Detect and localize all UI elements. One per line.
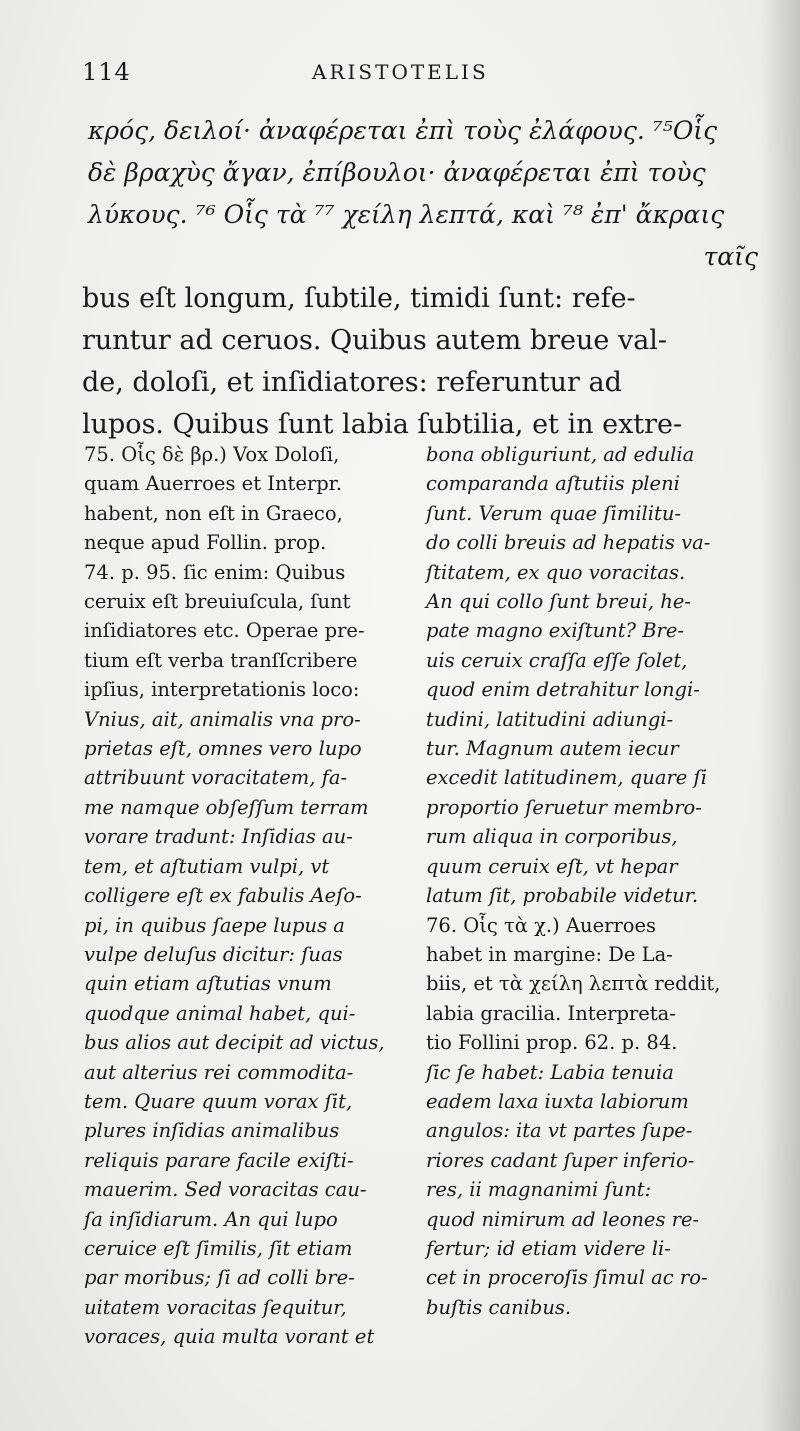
note-line: quum ceruix eſt, vt hepar [426, 854, 678, 878]
note-line: angulos: ita vt partes ſupe- [426, 1119, 693, 1143]
note-line: Vnius, ait, animalis vna pro- [84, 707, 361, 731]
note-line: quodque animal habet, qui- [84, 1001, 356, 1025]
note-line: quam Auerroes et Interpr. [84, 472, 343, 496]
note-line: reliquis parare facile exiſti- [84, 1148, 354, 1172]
page-edge-shadow [760, 0, 800, 1431]
note-line: riores cadant ſuper inferio- [426, 1148, 695, 1172]
note-line: excedit latitudinem, quare ſi [426, 766, 707, 790]
latin-line: lupos. Quibus ſunt labia ſubtilia, et in extre- [82, 409, 683, 440]
note-line: bus alios aut decipit ad victus, [84, 1031, 385, 1055]
note-line: aut alterius rei commodita- [84, 1060, 354, 1084]
latin-line: de, doloſi, et inſidiatores: referuntur ad [82, 367, 622, 398]
note-line: habent, non eſt in Graeco, [84, 501, 343, 525]
note-line: 75. Οἷς δὲ βρ.) Vox Doloſi, [84, 443, 340, 466]
latin-text-block [82, 278, 742, 446]
note-line: buſtis canibus. [426, 1295, 572, 1319]
note-line: ſtitatem, ex quo voracitas. [426, 560, 686, 584]
note-line: habet in margine: De La- [426, 942, 673, 966]
note-line: quod nimirum ad leones re- [426, 1207, 700, 1231]
note-line: do colli breuis ad hepatis va- [426, 531, 711, 555]
note-line: An qui collo ſunt breui, he- [426, 590, 691, 614]
note-line: mauerim. Sed voracitas cau- [84, 1178, 367, 1202]
note-line: tem, et aſtutiam vulpi, vt [84, 854, 330, 878]
greek-line: δὲ βραχὺς ἄγαν, ἐπίβουλοι· ἀναφέρεται ἐπὶ τοὺς [88, 158, 706, 187]
note-line: tio Follini prop. 62. p. 84. [426, 1031, 678, 1055]
note-line: me namque obſeſſum terram [84, 795, 369, 819]
note-line: ipſius, interpretationis loco: [84, 678, 360, 702]
running-head: ARISTOTELIS [312, 60, 489, 84]
note-line: ceruice eſt ſimilis, ſit etiam [84, 1236, 353, 1260]
note-line: uis ceruix craſſa eſſe ſolet, [426, 648, 688, 672]
note-line: voraces, quia multa vorant et [84, 1325, 375, 1349]
greek-line: κρός, δειλοί· ἀναφέρεται ἐπὶ τοὺς ἐλάφους. ⁷⁵Οἷς [88, 116, 718, 145]
note-line: ceruix eſt breuiuſcula, ſunt [84, 590, 351, 614]
note-line: biis, et τὰ χείλη λεπτὰ reddit, [426, 972, 721, 996]
note-line: neque apud Follin. prop. [84, 531, 327, 555]
note-line: bona obliguriunt, ad edulia [426, 443, 695, 466]
greek-text-block [88, 110, 758, 278]
note-line: 74. p. 95. ſic enim: Quibus [84, 560, 346, 584]
note-line: comparanda aſtutiis pleni [426, 472, 680, 496]
note-line: pi, in quibus ſaepe lupus a [84, 913, 345, 937]
greek-catchword: ταῖς [703, 242, 758, 271]
note-line: cet in proceroſis ſimul ac ro- [426, 1266, 708, 1290]
note-line: labia gracilia. Interpreta- [426, 1001, 676, 1025]
note-line: tur. Magnum autem iecur [426, 737, 679, 761]
note-line: uitatem voracitas ſequitur, [84, 1295, 347, 1319]
note-line: proportio ſeruetur membro- [426, 795, 702, 819]
note-line: tium eſt verba tranſſcribere [84, 648, 358, 672]
note-line: vorare tradunt: Inſidias au- [84, 825, 353, 849]
note-line: inſidiatores etc. Operae pre- [84, 619, 365, 643]
note-line: fertur; id etiam videre li- [426, 1236, 671, 1260]
note-line: quod enim detrahitur longi- [426, 678, 700, 702]
note-line: tem. Quare quum vorax ſit, [84, 1089, 353, 1113]
note-line: 76. Οἷς τὰ χ.) Auerroes [426, 913, 657, 937]
notes-right-column [426, 440, 738, 1322]
note-line: rum aliqua in corporibus, [426, 825, 678, 849]
note-line: quin etiam aſtutias vnum [84, 972, 332, 996]
page-header [82, 58, 722, 88]
note-line: plures inſidias animalibus [84, 1119, 340, 1143]
note-line: eadem laxa iuxta labiorum [426, 1089, 689, 1113]
note-line: attribuunt voracitatem, fa- [84, 766, 348, 790]
page-number: 114 [82, 58, 131, 86]
notes-left-column [84, 440, 396, 1352]
note-line: prietas eſt, omnes vero lupo [84, 737, 362, 761]
note-line: colligere eſt ex fabulis Aeſo- [84, 884, 362, 908]
note-line: res, ii magnanimi ſunt: [426, 1178, 652, 1202]
latin-line: runtur ad ceruos. Quibus autem breue val- [82, 325, 668, 356]
note-line: par moribus; ſi ad colli bre- [84, 1266, 355, 1290]
note-line: ſa inſidiarum. An qui lupo [84, 1207, 338, 1231]
note-line: tudini, latitudini adiungi- [426, 707, 674, 731]
note-line: latum ſit, probabile videtur. [426, 884, 699, 908]
note-line: ſunt. Verum quae ſimilitu- [426, 501, 682, 525]
latin-line: bus eſt longum, ſubtile, timidi ſunt: refe- [82, 283, 636, 314]
note-line: ſic ſe habet: Labia tenuia [426, 1060, 674, 1084]
greek-line: λύκους. ⁷⁶ Οἷς τὰ ⁷⁷ χείλη λεπτά, καὶ ⁷⁸ ἐπ' ἄκραις [88, 200, 725, 229]
note-line: pate magno exiſtunt? Bre- [426, 619, 684, 643]
note-line: vulpe deluſus dicitur: ſuas [84, 942, 343, 966]
